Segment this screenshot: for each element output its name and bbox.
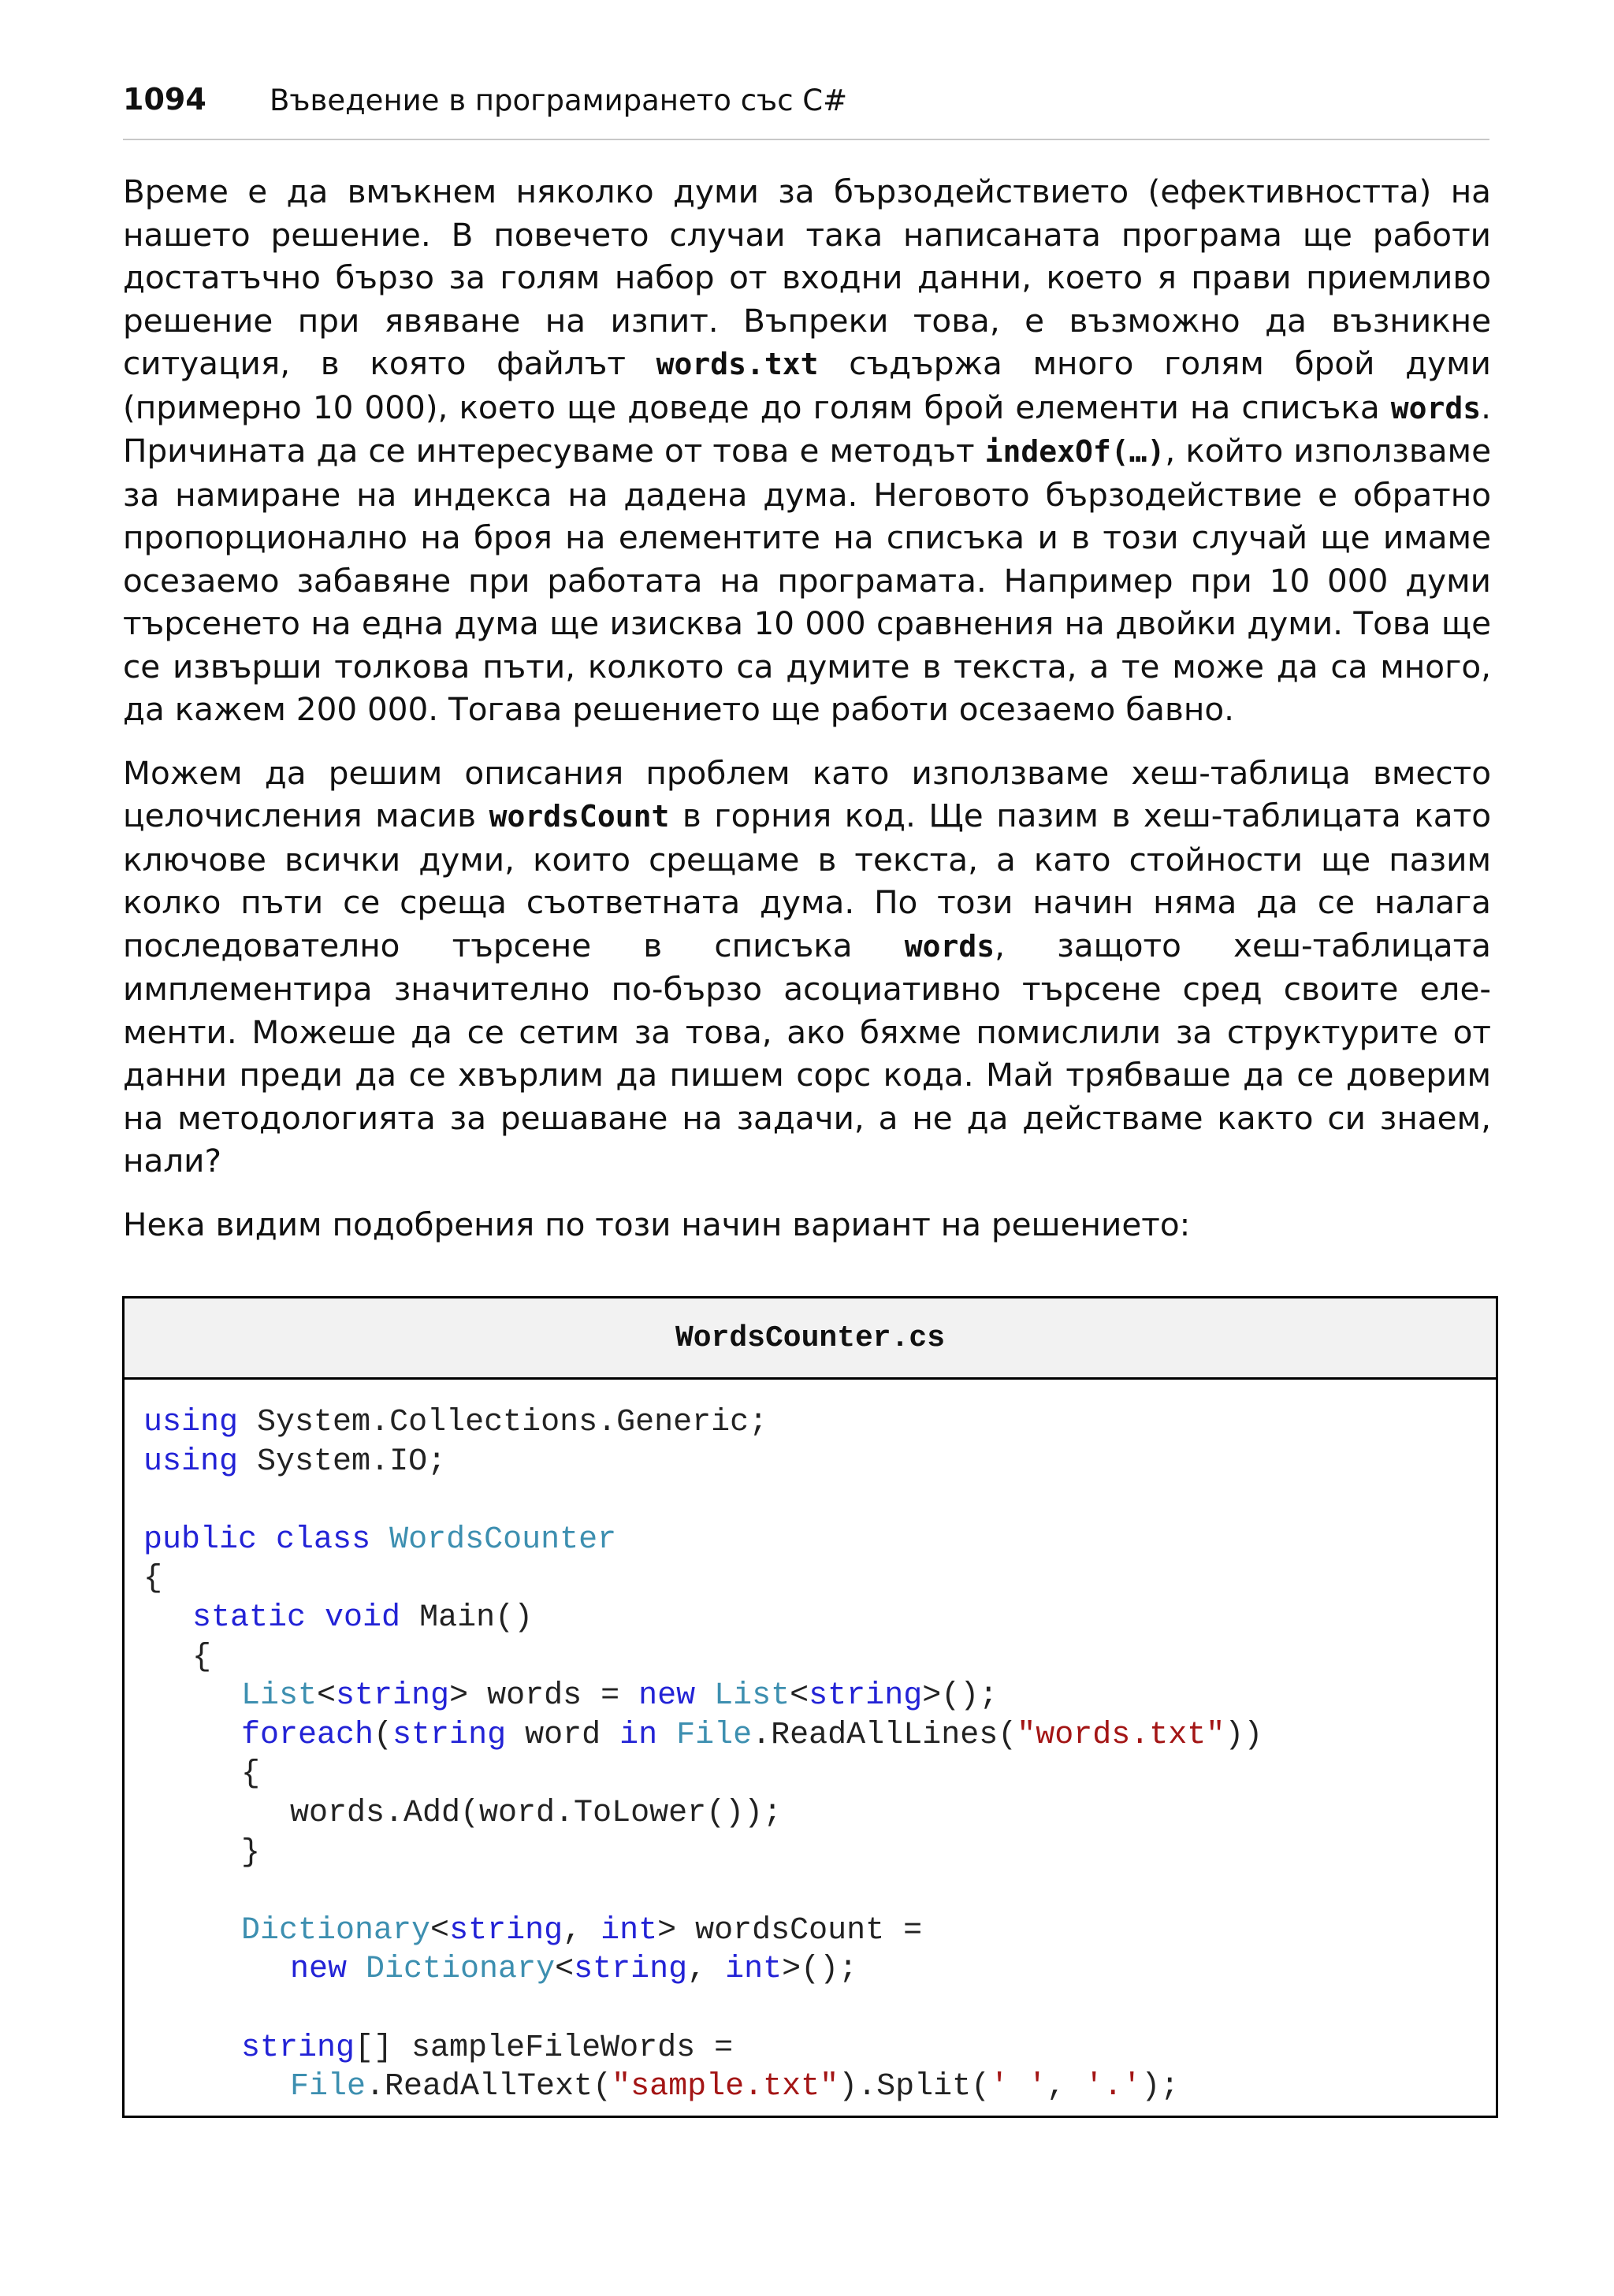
code-listing [122,1296,1498,2118]
code-filename: WordsCounter.cs [125,1298,1496,1380]
code-text: ).Split( [839,2069,991,2105]
code-keyword: string [449,1912,563,1949]
code-keyword: new [290,1952,348,1988]
code-text: { [241,1756,261,1793]
code-text: , [563,1912,601,1949]
code-text: .ReadAllLines( [752,1717,1017,1753]
inline-code: words [904,928,995,964]
code-line [143,1716,1496,1755]
code-text: < [790,1678,809,1715]
code-type: File [290,2069,366,2105]
code-line [143,2068,1496,2107]
code-keyword: foreach [241,1717,374,1753]
inline-code: indexOf(…) [984,434,1166,469]
code-keyword: void [325,1599,401,1636]
book-title: Въведение в програмирането със C# [270,84,848,117]
code-string: "sample.txt" [612,2069,839,2105]
code-text: , [1047,2069,1085,2105]
code-text [370,1522,389,1558]
code-string: ' ' [990,2069,1047,2105]
inline-code: words [1390,390,1482,425]
code-keyword: in [619,1717,658,1753]
code-string: '.' [1084,2069,1142,2105]
code-keyword: string [392,1717,507,1753]
code-text: >(); [782,1952,858,1988]
code-text: System.Collections.Generic; [238,1405,768,1440]
code-keyword: public [143,1521,258,1558]
main-text [123,170,1491,1246]
code-line [143,1521,1496,1560]
code-keyword: string [241,2030,355,2066]
code-line [143,1599,1496,1638]
inline-code: wordsCount [489,799,670,834]
code-keyword: static [192,1599,307,1636]
code-text: < [555,1952,575,1988]
code-text: word [506,1717,620,1753]
code-line [143,2029,1496,2068]
text-run: , защото хеш-таблицата имплементира значително по-бързо асоциативно търсене сред своите елементи. Можеше да се сетим за това, ако бяхме помислили за структурите от данни преди да се хвърлим да пишем сорс кода. Май трябваше да се доверим на методологията за решаване на задачи, а не да действаме както си знаем, нали? [123,926,1492,1180]
code-line [143,1443,1496,1482]
code-keyword: string [809,1678,923,1715]
code-keyword: class [276,1521,371,1558]
page-number: 1094 [123,82,206,117]
text-run: Можем да решим описания проблем като използваме хеш-таблица вместо целочисления масив [123,753,1491,834]
code-keyword: using [143,1443,239,1480]
paragraph-performance [123,170,1491,731]
code-body [125,1380,1496,2107]
text-run: в горния код. Ще пазим в хеш-таблицата като ключове всички думи, които срещаме в текста, а като стойности ще пазим колко пъти се среща съответната дума. По този начин няма да се налага последователно търсене в списъка [123,797,1491,964]
text-run: . Причината да се интересуваме от това е методът [123,388,1491,470]
code-text: > wordsCount = [657,1912,923,1949]
code-text: , [687,1952,726,1988]
code-text: )) [1225,1717,1263,1753]
code-text [347,1952,366,1987]
code-text: { [143,1561,163,1597]
code-keyword: int [725,1952,783,1988]
code-type: Dictionary [241,1912,431,1949]
code-type: File [676,1717,753,1753]
code-line [143,1403,1496,1443]
text-run: , който използваме за намиране на индекса на дадена дума. Неговото бързодействие е обратно пропорционално на броя на елементите на списъка и в този случай ще имаме осезаемо забавяне при работата на програмата. Например при 10 000 думи търсенето на една дума ще изисква 10 000 сравнения на двойки думи. Това ще се извърши толкова пъти, колкото са думите в текста, а те може да са много, да кажем 200 000. Тогава решението ще работи осезаемо бавно. [123,432,1491,728]
code-text [695,1678,714,1714]
code-string: "words.txt" [1017,1717,1225,1753]
code-line [143,1755,1496,1794]
code-text: ( [374,1717,393,1753]
code-keyword: int [601,1912,658,1949]
code-text: System.IO; [238,1443,447,1480]
code-text: } [241,1834,261,1871]
paragraph-intro-code: Нека видим подобрения по този начин вариант на решението: [123,1205,1191,1243]
code-text: ); [1141,2069,1180,2105]
code-line [143,1559,1496,1599]
code-text: .ReadAllText( [366,2069,612,2105]
code-text: [] sampleFileWords = [355,2030,734,2066]
code-text: < [430,1912,450,1949]
code-line [143,1794,1496,1833]
paragraph-hash-table [123,752,1491,1183]
code-line [143,1677,1496,1716]
code-keyword: string [574,1952,688,1988]
code-line [143,1950,1496,1989]
code-keyword: using [143,1405,239,1440]
code-line [143,1911,1496,1951]
code-line [143,1989,1496,2029]
code-keyword: new [638,1678,696,1715]
code-text [257,1522,276,1558]
code-line [143,1833,1496,1873]
code-text [306,1600,325,1636]
code-line [143,1638,1496,1677]
code-keyword: string [336,1678,450,1715]
code-type: Dictionary [366,1952,556,1988]
code-text [657,1718,676,1753]
code-type: List [241,1678,318,1715]
code-text: > words = [449,1678,639,1715]
code-text: >(); [922,1678,999,1715]
code-line [143,1872,1496,1911]
code-line [143,1481,1496,1521]
text-run: съдържа много голям брой думи (примерно 10 000), което ще доведе до голям брой елементи на списъка [123,344,1491,426]
code-text: < [317,1678,337,1715]
page-header [123,82,1489,140]
code-type: WordsCounter [389,1521,617,1558]
code-text: Main() [400,1599,534,1636]
code-text: { [192,1639,212,1675]
text-run: Време е да вмъкнем няколко думи за бързодействието (ефективността) на нашето решение. В повечето случаи така написаната програма ще работи достатъчно бързо за голям набор от входни данни, което я прави приемливо решение при явяване на изпит. Въпреки това, е възможно да възникне ситуация, в която файлът [123,173,1491,382]
code-text: words.Add(word.ToLower()); [290,1795,783,1831]
code-type: List [714,1678,790,1715]
inline-code: words.txt [656,347,819,381]
